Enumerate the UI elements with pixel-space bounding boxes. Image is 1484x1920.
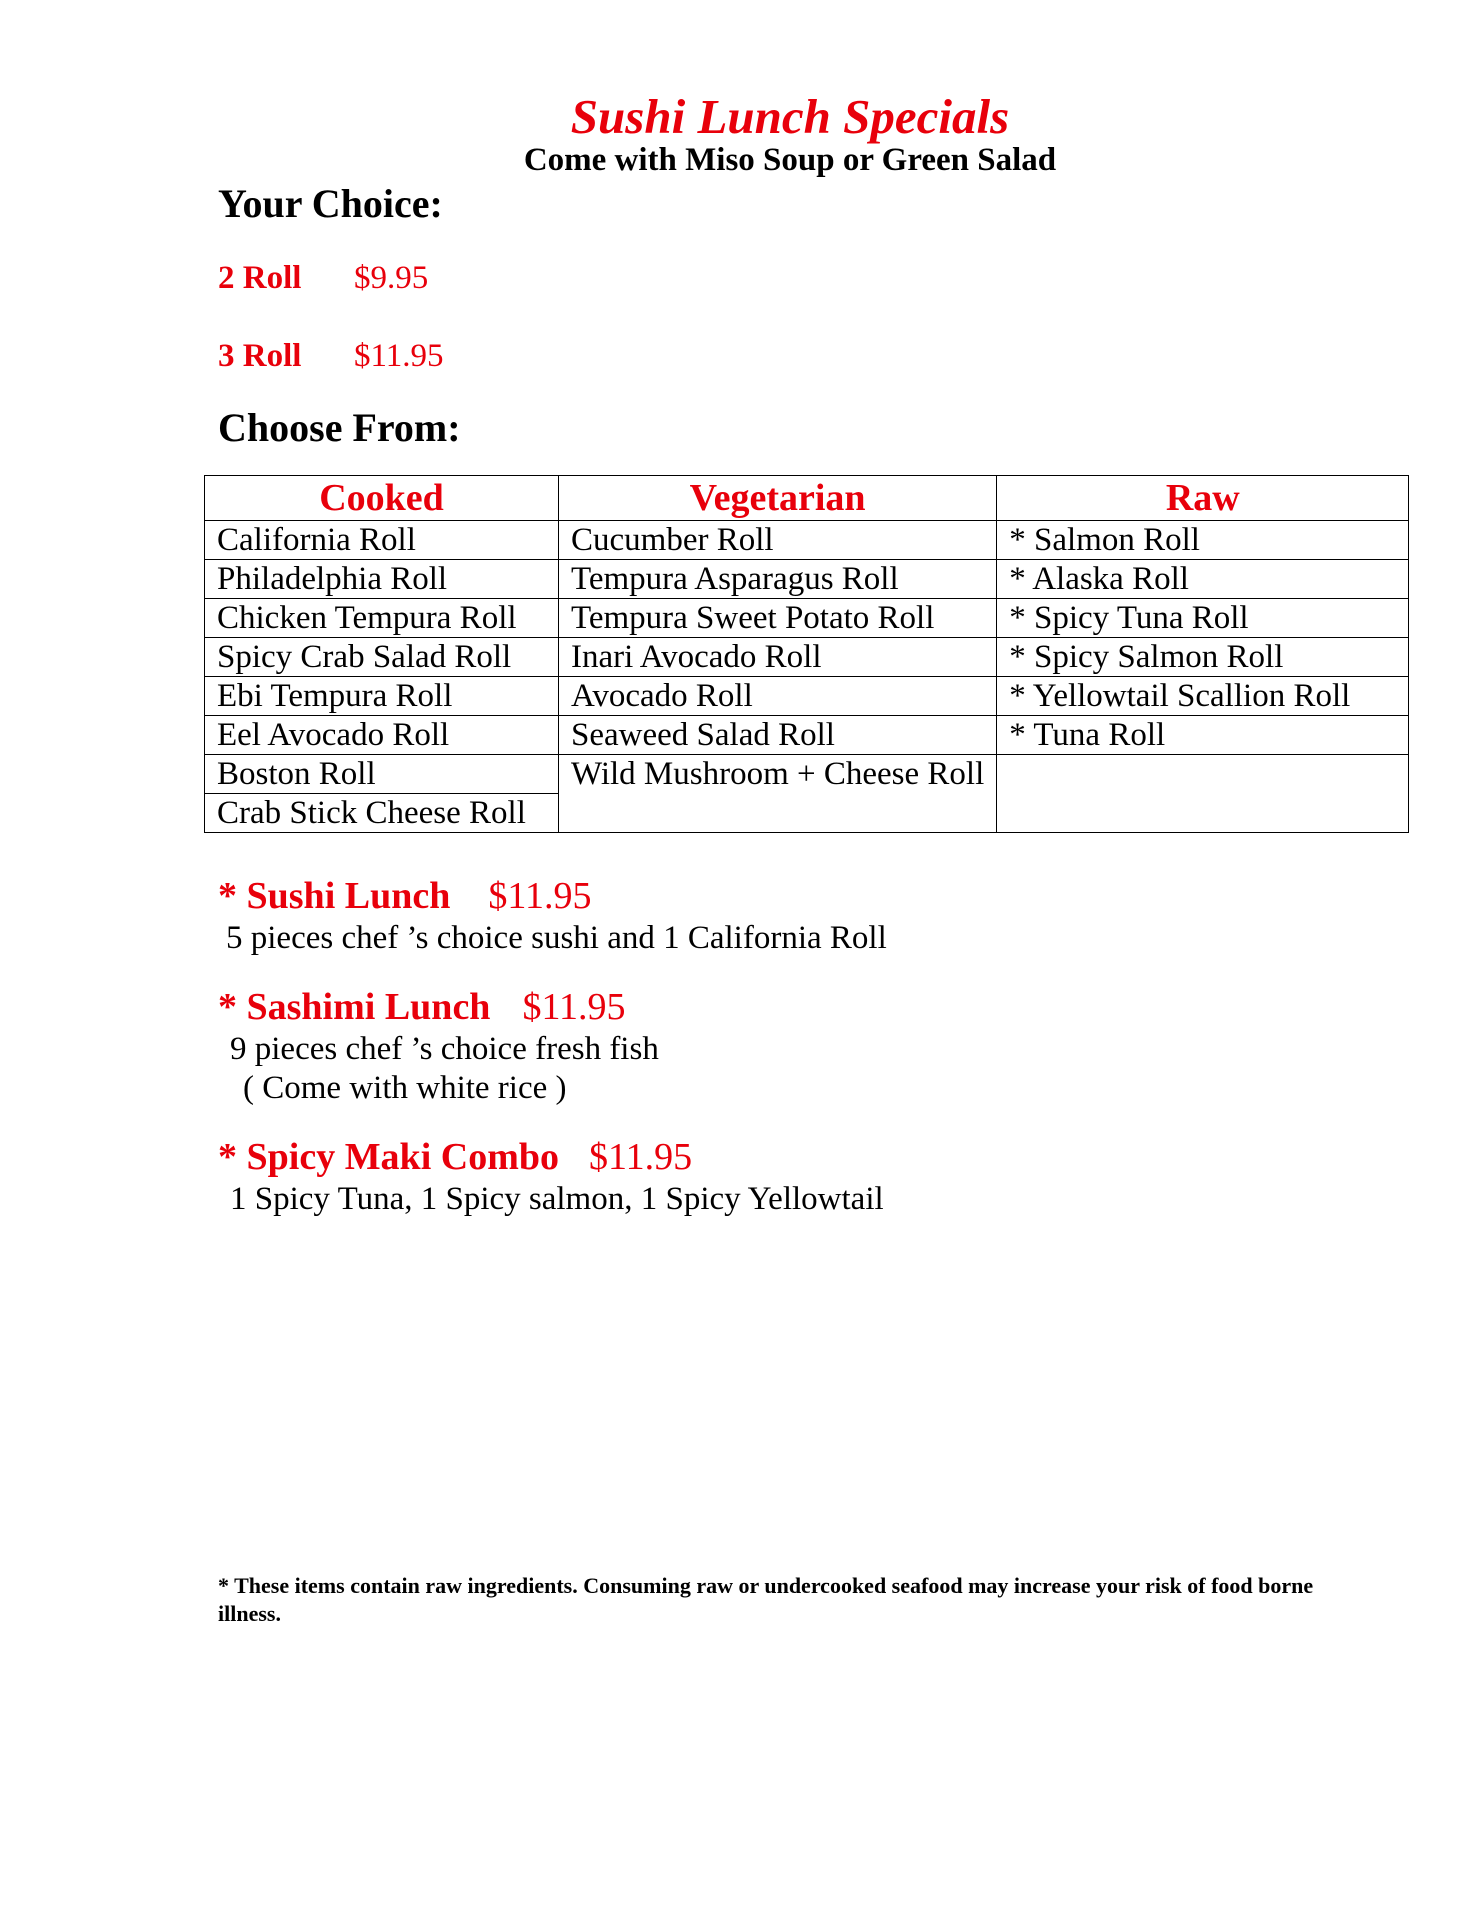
vegetarian-item: Seaweed Salad Roll	[559, 716, 997, 755]
raw-item: * Spicy Tuna Roll	[997, 599, 1409, 638]
cooked-item: Chicken Tempura Roll	[205, 599, 559, 638]
vegetarian-item: Cucumber Roll	[559, 521, 997, 560]
column-header-raw: Raw	[997, 476, 1409, 521]
special-description: 9 pieces chef ’s choice fresh fish	[230, 1031, 659, 1067]
cooked-item: Eel Avocado Roll	[205, 716, 559, 755]
table-row	[205, 560, 1409, 599]
vegetarian-item: Inari Avocado Roll	[559, 638, 997, 677]
special-spicy-maki-combo	[218, 1135, 692, 1179]
vegetarian-item: Wild Mushroom + Cheese Roll	[559, 755, 997, 833]
page-subtitle: Come with Miso Soup or Green Salad	[523, 142, 1057, 178]
table-row	[205, 755, 1409, 794]
table-row	[205, 521, 1409, 560]
choose-from-heading: Choose From:	[218, 405, 461, 450]
special-description: 1 Spicy Tuna, 1 Spicy salmon, 1 Spicy Yellowtail	[230, 1181, 884, 1217]
table-row	[205, 716, 1409, 755]
raw-item: * Yellowtail Scallion Roll	[997, 677, 1409, 716]
column-header-vegetarian: Vegetarian	[559, 476, 997, 521]
cooked-item: Spicy Crab Salad Roll	[205, 638, 559, 677]
table-row	[205, 677, 1409, 716]
your-choice-heading: Your Choice:	[218, 181, 443, 226]
raw-item: * Spicy Salmon Roll	[997, 638, 1409, 677]
cooked-item: Ebi Tempura Roll	[205, 677, 559, 716]
choice-option-price: $9.95	[354, 260, 429, 296]
page-title: Sushi Lunch Specials	[570, 89, 1010, 144]
roll-menu-table	[204, 475, 1409, 833]
raw-item: * Salmon Roll	[997, 521, 1409, 560]
column-header-cooked: Cooked	[205, 476, 559, 521]
special-sashimi-lunch	[218, 985, 626, 1029]
special-title: * Sushi Lunch	[218, 875, 451, 917]
special-price: $11.95	[588, 1136, 693, 1178]
raw-item: * Alaska Roll	[997, 560, 1409, 599]
special-price: $11.95	[522, 986, 626, 1028]
raw-ingredients-disclaimer: * These items contain raw ingredients. Consuming raw or undercooked seafood may increase your risk of food borne illness.	[218, 1573, 1314, 1626]
special-description-note: ( Come with white rice )	[243, 1070, 567, 1106]
cooked-item: Crab Stick Cheese Roll	[205, 794, 559, 833]
vegetarian-item: Tempura Asparagus Roll	[559, 560, 997, 599]
special-description: 5 pieces chef ’s choice sushi and 1 California Roll	[226, 920, 887, 956]
raw-item: * Tuna Roll	[997, 716, 1409, 755]
choice-option-price: $11.95	[354, 338, 444, 374]
vegetarian-item: Avocado Roll	[559, 677, 997, 716]
vegetarian-item: Tempura Sweet Potato Roll	[559, 599, 997, 638]
table-header-row	[205, 476, 1409, 521]
cooked-item: Philadelphia Roll	[205, 560, 559, 599]
cooked-item: California Roll	[205, 521, 559, 560]
special-price: $11.95	[488, 875, 592, 917]
choice-option-label: 2 Roll	[218, 260, 302, 296]
choice-option-label: 3 Roll	[218, 338, 302, 374]
cooked-item: Boston Roll	[205, 755, 559, 794]
special-title: * Spicy Maki Combo	[218, 1136, 559, 1178]
special-sushi-lunch	[218, 874, 591, 918]
table-row	[205, 599, 1409, 638]
special-title: * Sashimi Lunch	[218, 986, 491, 1028]
raw-empty-cell	[997, 755, 1409, 833]
table-row	[205, 638, 1409, 677]
